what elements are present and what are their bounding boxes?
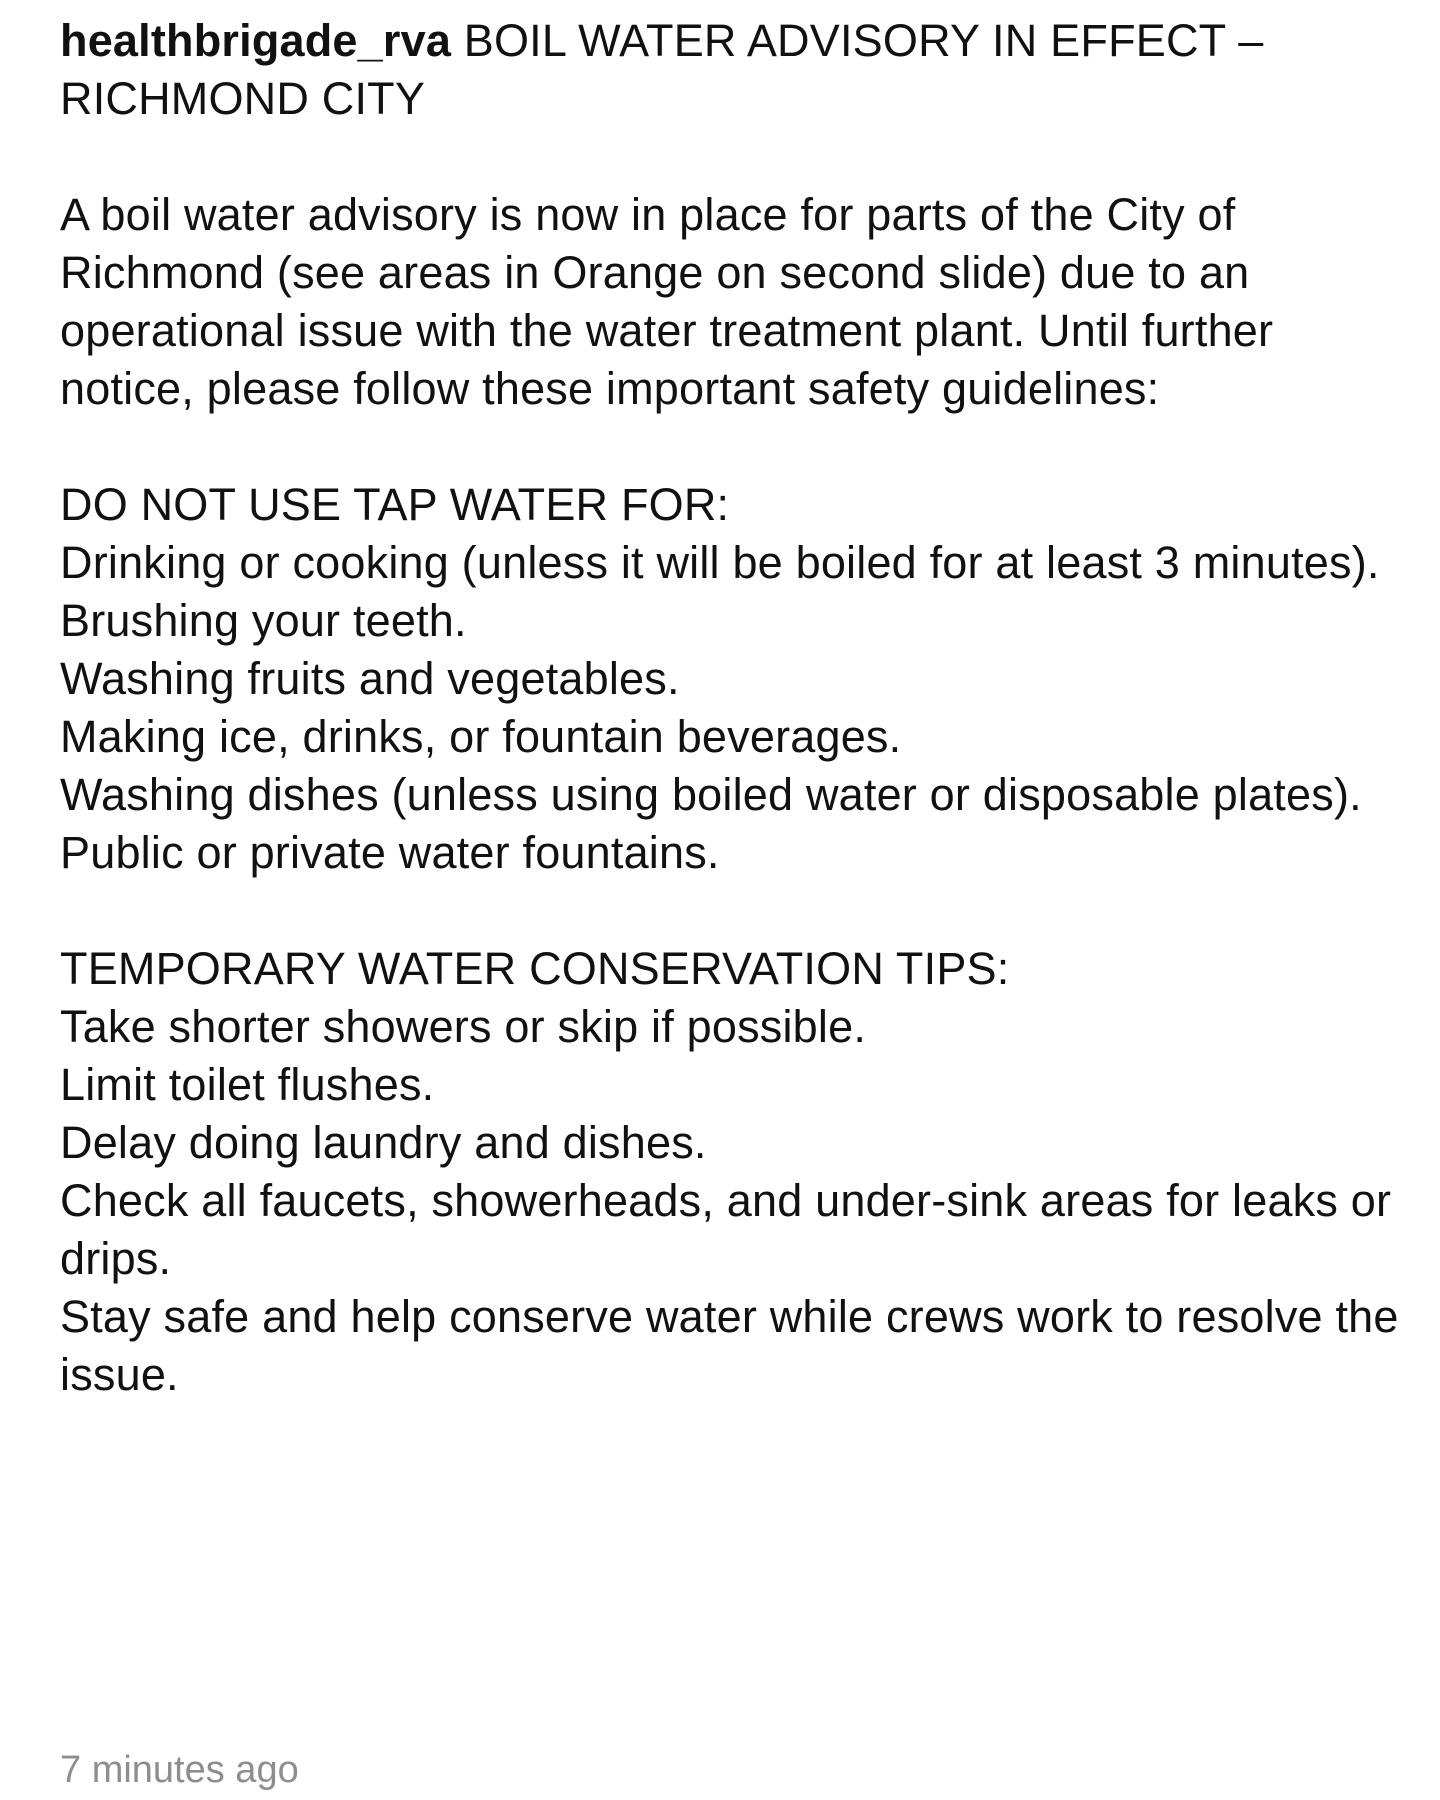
post-caption [60,12,1400,1404]
post-timestamp[interactable]: 7 minutes ago [60,1749,299,1791]
spacer [60,128,1400,186]
list-item: Drinking or cooking (unless it will be boiled for at least 3 minutes). [60,537,1380,588]
list-item: Washing dishes (unless using boiled water or disposable plates). [60,769,1362,820]
caption-header [60,12,1400,128]
do-not-use-list [60,534,1400,882]
list-item: Limit toilet flushes. [60,1059,435,1110]
list-item: Brushing your teeth. [60,595,467,646]
username-link[interactable]: healthbrigade_rva [60,15,452,66]
conservation-list [60,998,1400,1404]
conservation-heading: TEMPORARY WATER CONSERVATION TIPS: [60,943,1010,994]
spacer [60,418,1400,476]
headline-text: BOIL WATER ADVISORY IN EFFECT – RICHMOND CITY [60,15,1264,124]
spacer [60,882,1400,940]
intro-paragraph: A boil water advisory is now in place for parts of the City of Richmond (see areas in Orange on second slide) due to an operational issue with the water treatment plant. Until further notice, please follow these important safety guidelines: [60,189,1274,414]
list-item: Take shorter showers or skip if possible. [60,1001,867,1052]
list-item: Check all faucets, showerheads, and under-sink areas for leaks or drips. [60,1175,1392,1284]
list-item: Public or private water fountains. [60,827,720,878]
list-item: Delay doing laundry and dishes. [60,1117,707,1168]
do-not-use-heading: DO NOT USE TAP WATER FOR: [60,479,730,530]
list-item: Washing fruits and vegetables. [60,653,680,704]
list-item: Stay safe and help conserve water while crews work to resolve the issue. [60,1291,1399,1400]
list-item: Making ice, drinks, or fountain beverages. [60,711,902,762]
